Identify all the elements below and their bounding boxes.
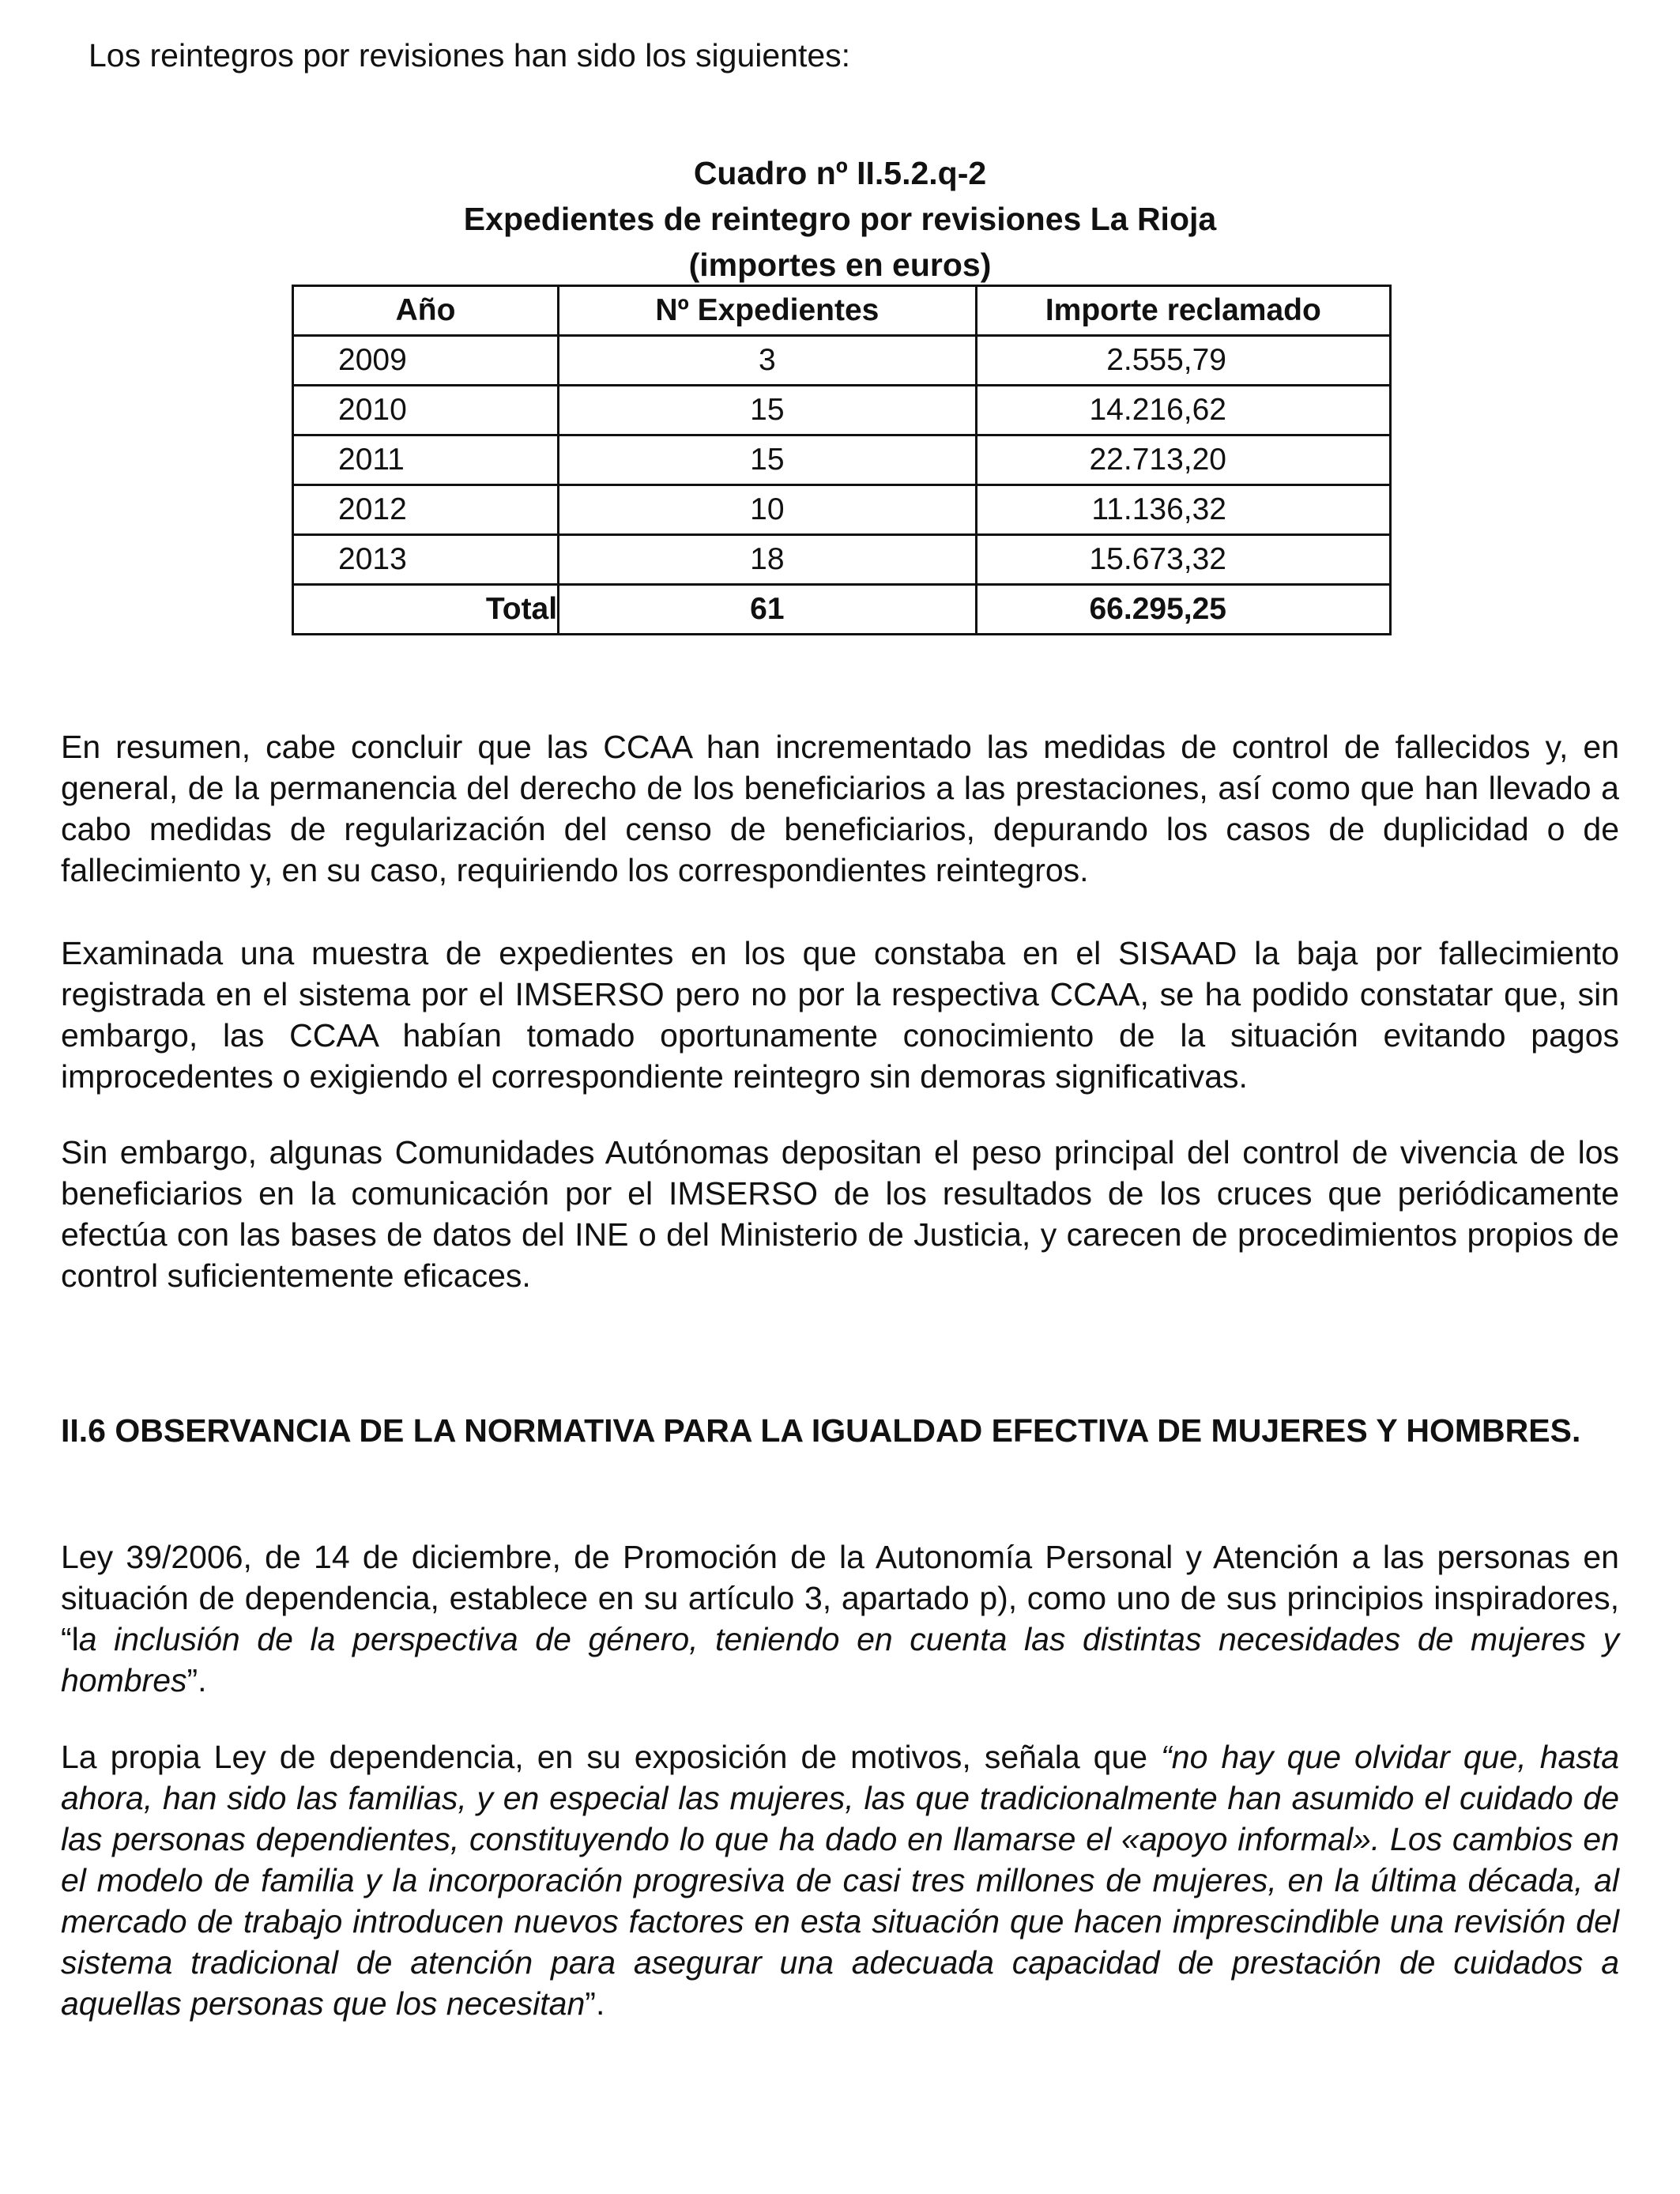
law-paragraph — [61, 1536, 1619, 1701]
total-count: 61 — [559, 585, 977, 635]
total-amount: 66.295,25 — [976, 585, 1390, 635]
law-paragraph-quote: a inclusión de la perspectiva de género, teniendo en cuenta las distintas necesidades de mujeres y hombres — [61, 1621, 1619, 1698]
motives-paragraph-end: ”. — [585, 1985, 605, 2022]
cell-amount: 11.136,32 — [976, 485, 1390, 535]
cell-count: 10 — [559, 485, 977, 535]
table-row — [293, 435, 1391, 485]
cell-year: 2013 — [293, 535, 559, 585]
table-caption — [0, 150, 1680, 288]
motives-paragraph-lead: La propia Ley de dependencia, en su exposición de motivos, señala que — [61, 1739, 1162, 1775]
header-amount: Importe reclamado — [976, 286, 1390, 336]
total-label: Total — [293, 585, 559, 635]
law-paragraph-end: ”. — [186, 1662, 207, 1698]
motives-paragraph — [61, 1736, 1619, 2024]
cell-count: 18 — [559, 535, 977, 585]
table-row — [293, 336, 1391, 386]
sample-paragraph: Examinada una muestra de expedientes en los que constaba en el SISAAD la baja por fallecimiento registrada en el sistema por el IMSERSO pero no por la respectiva CCAA, se ha podido constatar que, sin embargo, las CCAA habían tomado oportunamente conocimiento de la situación evitando pagos improcedentes o exigiendo el correspondiente reintegro sin demoras significativas. — [61, 935, 1619, 1095]
table-units: (importes en euros) — [688, 247, 992, 283]
reintegros-table — [292, 285, 1392, 635]
cell-amount: 14.216,62 — [976, 386, 1390, 435]
header-year: Año — [293, 286, 559, 336]
table-title: Expedientes de reintegro por revisiones La Rioja — [463, 201, 1217, 237]
cell-amount: 2.555,79 — [976, 336, 1390, 386]
header-count: Nº Expedientes — [559, 286, 977, 336]
motives-paragraph-quote: “no hay que olvidar que, hasta ahora, han sido las familias, y en especial las mujeres, las que tradicionalmente han asumido el cuidado de las personas dependientes, constituyendo lo que ha dado en llamarse el «apoyo informal». Los cambios en el modelo de familia y la incorporación progresiva de casi tres millones de mujeres, en la última década, al mercado de trabajo introducen nuevos factores en esta situación que hacen imprescindible una revisión del sistema tradicional de atención para asegurar una adecuada capacidad de prestación de cuidados a aquellas personas que los necesitan — [61, 1739, 1619, 2022]
cell-amount: 22.713,20 — [976, 435, 1390, 485]
table-row — [293, 535, 1391, 585]
table-total-row — [293, 585, 1391, 635]
cell-amount: 15.673,32 — [976, 535, 1390, 585]
cell-year: 2010 — [293, 386, 559, 435]
cell-year: 2011 — [293, 435, 559, 485]
table-row — [293, 485, 1391, 535]
cell-count: 15 — [559, 435, 977, 485]
intro-text: Los reintegros por revisiones han sido los siguientes: — [89, 37, 851, 74]
cell-count: 15 — [559, 386, 977, 435]
section-heading: II.6 OBSERVANCIA DE LA NORMATIVA PARA LA IGUALDAD EFECTIVA DE MUJERES Y HOMBRES. — [61, 1412, 1581, 1449]
cell-count: 3 — [559, 336, 977, 386]
cell-year: 2012 — [293, 485, 559, 535]
law-paragraph-lead: Ley 39/2006, de 14 de diciembre, de Promoción de la Autonomía Personal y Atención a las personas en situación de dependencia, establece en su artículo 3, apartado p), como uno de sus principios inspiradores, “l — [61, 1539, 1619, 1657]
summary-paragraph: En resumen, cabe concluir que las CCAA han incrementado las medidas de control de fallecidos y, en general, de la permanencia del derecho de los beneficiarios a las prestaciones, así como que han llevado a cabo medidas de regularización del censo de beneficiarios, depurando los casos de duplicidad o de fallecimiento y, en su caso, requiriendo los correspondientes reintegros. — [61, 729, 1619, 888]
control-paragraph: Sin embargo, algunas Comunidades Autónomas depositan el peso principal del control de vivencia de los beneficiarios en la comunicación por el IMSERSO de los resultados de los cruces que periódicamente efectúa con las bases de datos del INE o del Ministerio de Justicia, y carecen de procedimientos propios de control suficientemente eficaces. — [61, 1134, 1619, 1294]
cell-year: 2009 — [293, 336, 559, 386]
table-header-row — [293, 286, 1391, 336]
table-row — [293, 386, 1391, 435]
table-number: Cuadro nº II.5.2.q-2 — [693, 155, 987, 191]
